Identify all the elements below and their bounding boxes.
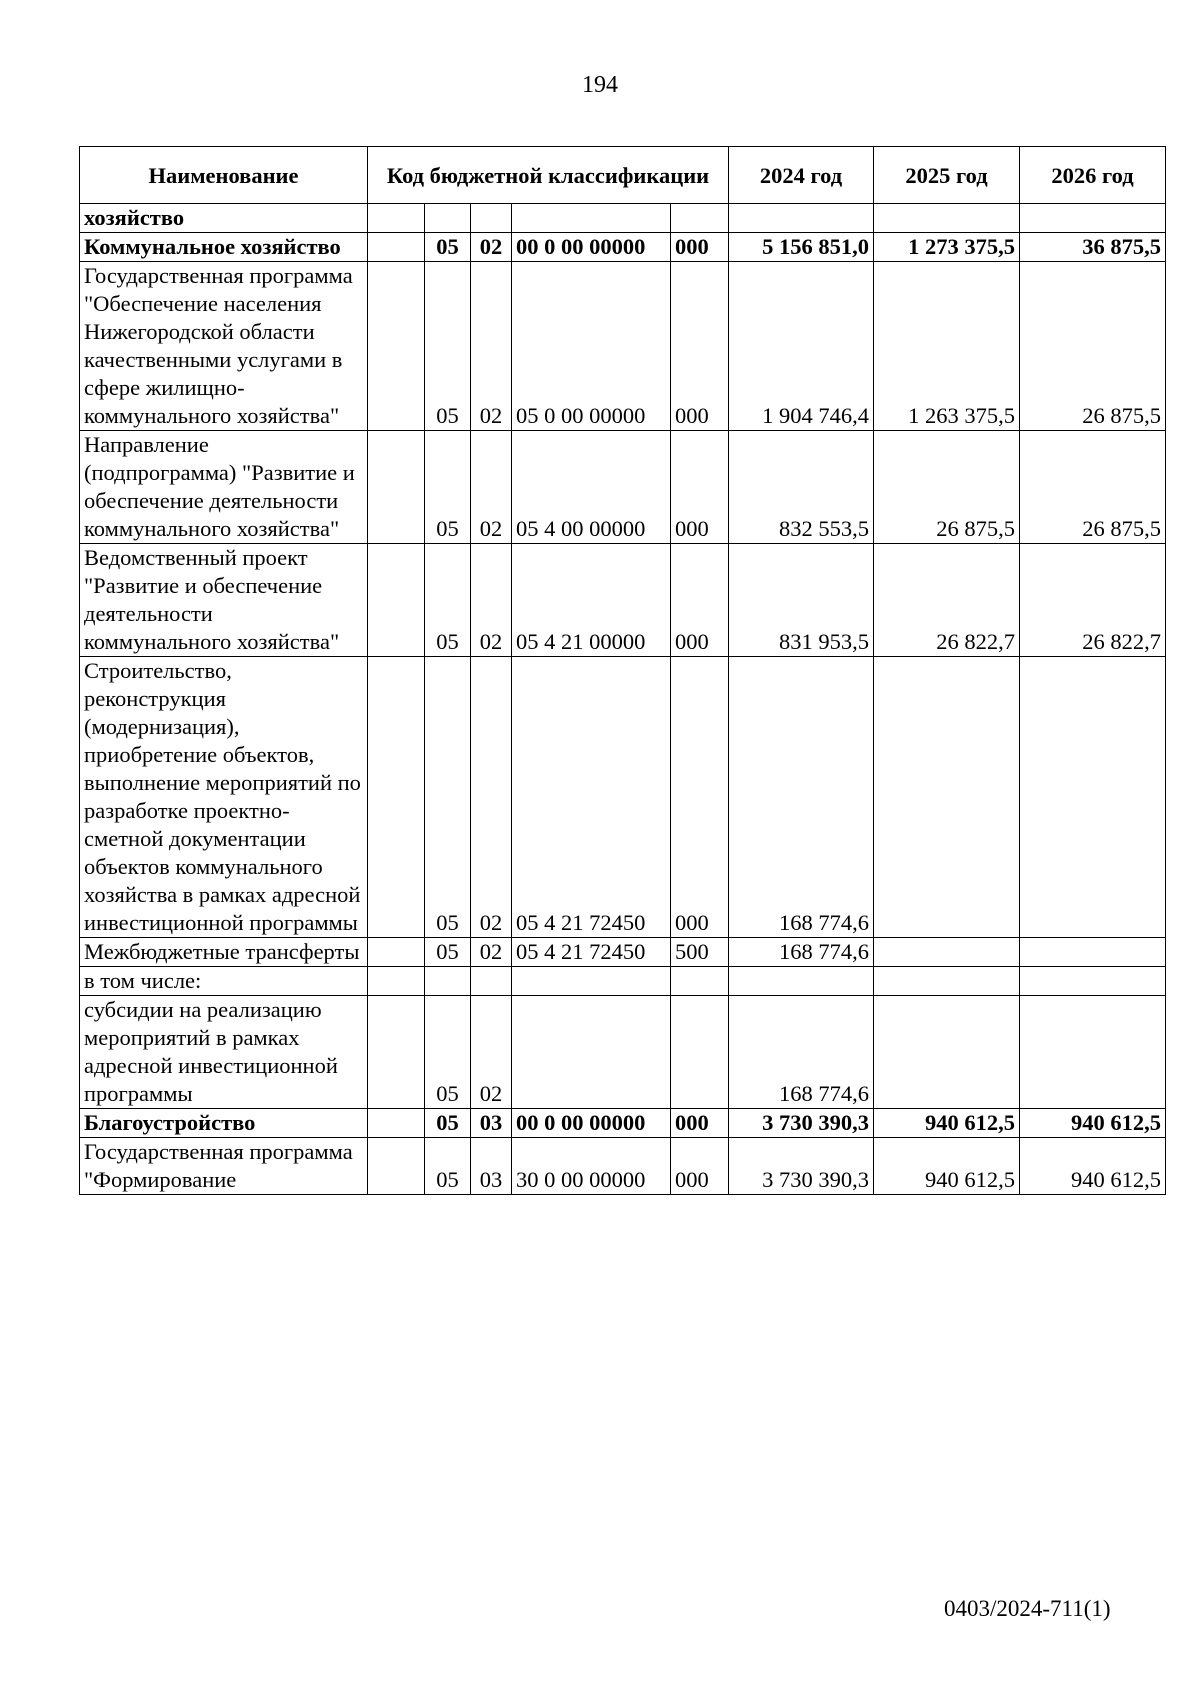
table-row bbox=[80, 431, 1166, 544]
row-section: 05 bbox=[425, 657, 471, 938]
row-section: 05 bbox=[425, 938, 471, 967]
row-target-code: 05 4 21 00000 bbox=[512, 544, 671, 657]
row-value-2024: 3 730 390,3 bbox=[729, 1138, 874, 1195]
row-section: 05 bbox=[425, 431, 471, 544]
row-value-2026 bbox=[1020, 967, 1166, 996]
row-code-blank bbox=[368, 204, 425, 233]
row-subsection: 03 bbox=[471, 1109, 512, 1138]
row-value-2026: 26 875,5 bbox=[1020, 431, 1166, 544]
row-value-2024: 3 730 390,3 bbox=[729, 1109, 874, 1138]
row-value-2024 bbox=[729, 204, 874, 233]
table-row bbox=[80, 544, 1166, 657]
row-subsection: 02 bbox=[471, 938, 512, 967]
row-value-2025: 940 612,5 bbox=[874, 1138, 1020, 1195]
row-subsection: 02 bbox=[471, 431, 512, 544]
row-expense-type: 000 bbox=[671, 1109, 729, 1138]
row-value-2025: 1 273 375,5 bbox=[874, 233, 1020, 262]
row-value-2026 bbox=[1020, 996, 1166, 1109]
row-code-blank bbox=[368, 1109, 425, 1138]
row-section: 05 bbox=[425, 544, 471, 657]
row-name: Ведомственный проект "Развитие и обеспечение деятельности коммунального хозяйства" bbox=[80, 544, 368, 657]
row-target-code bbox=[512, 996, 671, 1109]
table-row bbox=[80, 262, 1166, 431]
row-value-2024: 1 904 746,4 bbox=[729, 262, 874, 431]
row-name: Государственная программа "Формирование bbox=[80, 1138, 368, 1195]
header-2026: 2026 год bbox=[1020, 147, 1166, 204]
row-value-2026: 26 822,7 bbox=[1020, 544, 1166, 657]
row-code-blank bbox=[368, 233, 425, 262]
row-value-2026 bbox=[1020, 657, 1166, 938]
row-target-code: 00 0 00 00000 bbox=[512, 233, 671, 262]
table-row bbox=[80, 233, 1166, 262]
row-name: в том числе: bbox=[80, 967, 368, 996]
row-expense-type bbox=[671, 996, 729, 1109]
row-name: Направление (подпрограмма) "Развитие и обеспечение деятельности коммунального хозяйства" bbox=[80, 431, 368, 544]
row-target-code: 05 4 21 72450 bbox=[512, 657, 671, 938]
row-value-2024: 831 953,5 bbox=[729, 544, 874, 657]
row-section bbox=[425, 204, 471, 233]
table-row bbox=[80, 1109, 1166, 1138]
row-subsection bbox=[471, 967, 512, 996]
row-value-2026 bbox=[1020, 938, 1166, 967]
row-name: Коммунальное хозяйство bbox=[80, 233, 368, 262]
row-name: Благоустройство bbox=[80, 1109, 368, 1138]
row-value-2024: 168 774,6 bbox=[729, 996, 874, 1109]
row-target-code: 05 0 00 00000 bbox=[512, 262, 671, 431]
row-value-2025 bbox=[874, 996, 1020, 1109]
row-section: 05 bbox=[425, 233, 471, 262]
row-expense-type: 000 bbox=[671, 233, 729, 262]
row-value-2024: 168 774,6 bbox=[729, 938, 874, 967]
row-subsection: 02 bbox=[471, 233, 512, 262]
row-value-2026: 940 612,5 bbox=[1020, 1138, 1166, 1195]
row-value-2026: 36 875,5 bbox=[1020, 233, 1166, 262]
row-code-blank bbox=[368, 431, 425, 544]
row-target-code: 05 4 00 00000 bbox=[512, 431, 671, 544]
row-expense-type: 500 bbox=[671, 938, 729, 967]
row-section: 05 bbox=[425, 996, 471, 1109]
row-expense-type bbox=[671, 204, 729, 233]
budget-table bbox=[79, 146, 1166, 1195]
row-code-blank bbox=[368, 262, 425, 431]
row-value-2024: 5 156 851,0 bbox=[729, 233, 874, 262]
document-id: 0403/2024-711(1) bbox=[944, 1596, 1111, 1621]
row-target-code bbox=[512, 204, 671, 233]
row-value-2024: 168 774,6 bbox=[729, 657, 874, 938]
row-subsection: 02 bbox=[471, 996, 512, 1109]
row-code-blank bbox=[368, 938, 425, 967]
row-target-code: 05 4 21 72450 bbox=[512, 938, 671, 967]
row-code-blank bbox=[368, 1138, 425, 1195]
row-expense-type: 000 bbox=[671, 431, 729, 544]
row-value-2024: 832 553,5 bbox=[729, 431, 874, 544]
row-value-2025 bbox=[874, 657, 1020, 938]
header-2024: 2024 год bbox=[729, 147, 874, 204]
row-subsection: 02 bbox=[471, 657, 512, 938]
row-expense-type: 000 bbox=[671, 1138, 729, 1195]
row-name: Строительство, реконструкция (модернизация), приобретение объектов, выполнение мероприятий по разработке проектно-сметной документации объектов коммунального хозяйства в рамках адресной инвестиционной программы bbox=[80, 657, 368, 938]
row-value-2025: 26 875,5 bbox=[874, 431, 1020, 544]
row-subsection: 02 bbox=[471, 544, 512, 657]
row-expense-type: 000 bbox=[671, 544, 729, 657]
row-target-code: 30 0 00 00000 bbox=[512, 1138, 671, 1195]
row-value-2026: 940 612,5 bbox=[1020, 1109, 1166, 1138]
row-code-blank bbox=[368, 544, 425, 657]
table-header-row bbox=[80, 147, 1166, 204]
row-section: 05 bbox=[425, 1138, 471, 1195]
row-value-2025 bbox=[874, 938, 1020, 967]
row-expense-type bbox=[671, 967, 729, 996]
table-row bbox=[80, 996, 1166, 1109]
header-code: Код бюджетной классификации bbox=[368, 147, 729, 204]
row-code-blank bbox=[368, 967, 425, 996]
row-code-blank bbox=[368, 996, 425, 1109]
row-subsection: 02 bbox=[471, 262, 512, 431]
row-section: 05 bbox=[425, 1109, 471, 1138]
row-target-code bbox=[512, 967, 671, 996]
table-row bbox=[80, 657, 1166, 938]
row-value-2025: 1 263 375,5 bbox=[874, 262, 1020, 431]
row-target-code: 00 0 00 00000 bbox=[512, 1109, 671, 1138]
row-section bbox=[425, 967, 471, 996]
row-section: 05 bbox=[425, 262, 471, 431]
row-expense-type: 000 bbox=[671, 657, 729, 938]
row-value-2025: 940 612,5 bbox=[874, 1109, 1020, 1138]
row-subsection: 03 bbox=[471, 1138, 512, 1195]
row-name: Межбюджетные трансферты bbox=[80, 938, 368, 967]
header-name: Наименование bbox=[80, 147, 368, 204]
table-row bbox=[80, 204, 1166, 233]
table-row bbox=[80, 967, 1166, 996]
row-value-2025: 26 822,7 bbox=[874, 544, 1020, 657]
row-name: Государственная программа "Обеспечение населения Нижегородской области качественными услугами в сфере жилищно-коммунального хозяйства" bbox=[80, 262, 368, 431]
row-value-2026 bbox=[1020, 204, 1166, 233]
table-row bbox=[80, 938, 1166, 967]
row-name: субсидии на реализацию мероприятий в рамках адресной инвестиционной программы bbox=[80, 996, 368, 1109]
row-code-blank bbox=[368, 657, 425, 938]
page-number: 194 bbox=[582, 72, 618, 98]
row-name: хозяйство bbox=[80, 204, 368, 233]
row-value-2024 bbox=[729, 967, 874, 996]
row-value-2025 bbox=[874, 967, 1020, 996]
row-value-2026: 26 875,5 bbox=[1020, 262, 1166, 431]
row-expense-type: 000 bbox=[671, 262, 729, 431]
row-value-2025 bbox=[874, 204, 1020, 233]
row-subsection bbox=[471, 204, 512, 233]
table-row bbox=[80, 1138, 1166, 1195]
header-2025: 2025 год bbox=[874, 147, 1020, 204]
